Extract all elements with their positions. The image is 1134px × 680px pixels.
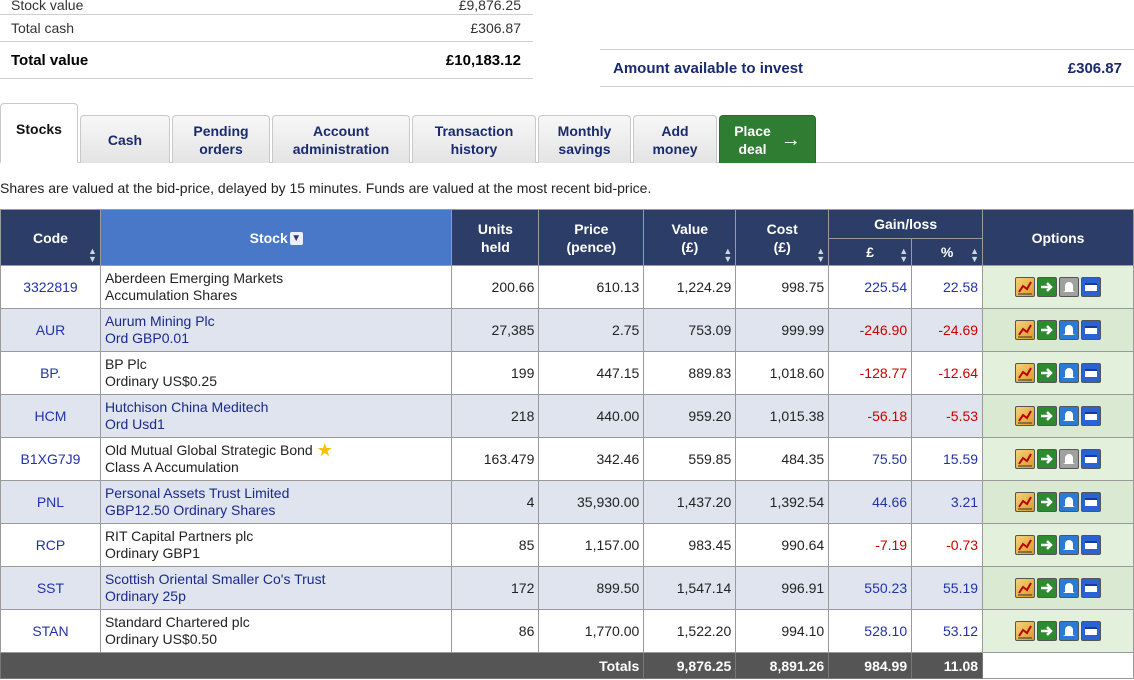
stock-name[interactable] [100,438,452,481]
stock-name-line1: Hutchison China Meditech [104,399,269,415]
gain-loss-pct: 53.12 [912,610,983,653]
valuation-note: Shares are valued at the bid-price, delayed by 15 minutes. Funds are valued at the most recent bid-price. [0,180,652,196]
row-options [983,395,1134,438]
stock-code[interactable]: RCP [1,524,101,567]
stock-name-line2: Ordinary US$0.25 [104,373,217,389]
table-row [1,438,1134,481]
tab-transaction-history[interactable]: Transaction history [412,115,536,163]
document-icon[interactable] [1081,621,1101,641]
units-held: 200.66 [452,266,539,309]
totals-cost: 8,891.26 [736,653,829,679]
tab-cash[interactable]: Cash [80,115,170,163]
stock-name-line1: Aberdeen Emerging Markets [104,270,284,286]
units-held: 27,385 [452,309,539,352]
gain-loss-pct: -12.64 [912,352,983,395]
table-row [1,481,1134,524]
gain-loss-gbp: 75.50 [829,438,912,481]
deal-arrow-icon[interactable] [1037,406,1057,426]
alert-bell-icon[interactable] [1059,535,1079,555]
value: 753.09 [644,309,736,352]
row-options [983,481,1134,524]
place-deal-label: Place deal [734,122,771,157]
stock-name-line1: Scottish Oriental Smaller Co's Trust [104,571,326,587]
value: 1,437.20 [644,481,736,524]
stock-name-line2: Accumulation Shares [104,287,238,303]
chart-icon[interactable] [1015,363,1035,383]
totals-row [1,653,1134,679]
cost: 990.64 [736,524,829,567]
document-icon[interactable] [1081,363,1101,383]
stock-name-line2: GBP12.50 Ordinary Shares [104,502,276,518]
document-icon[interactable] [1081,449,1101,469]
stock-name-line1: Standard Chartered plc [104,614,250,630]
col-options: Options [983,210,1134,266]
cost: 1,392.54 [736,481,829,524]
total-cash: £306.87 [470,20,521,36]
stock-value-label: Stock value [11,0,84,13]
total-cash-row [0,15,533,42]
col-price[interactable]: Price (pence) [539,210,644,266]
row-options [983,610,1134,653]
document-icon[interactable] [1081,406,1101,426]
chart-icon[interactable] [1015,277,1035,297]
stock-code[interactable]: AUR [1,309,101,352]
value: 889.83 [644,352,736,395]
col-value[interactable]: Value (£) ▲ ▼ [644,210,736,266]
gain-loss-pct: 3.21 [912,481,983,524]
sort-down-icon: ▼ [291,233,302,245]
stock-value: £9,876.25 [458,0,521,13]
row-options [983,438,1134,481]
chart-icon[interactable] [1015,320,1035,340]
cost: 994.10 [736,610,829,653]
units-held: 199 [452,352,539,395]
alert-bell-icon[interactable] [1059,320,1079,340]
document-icon[interactable] [1081,320,1101,340]
value: 1,224.29 [644,266,736,309]
price: 440.00 [539,395,644,438]
chart-icon[interactable] [1015,492,1035,512]
tab-account-administration[interactable]: Account administration [272,115,410,163]
cost: 999.99 [736,309,829,352]
chart-icon[interactable] [1015,578,1035,598]
units-held: 4 [452,481,539,524]
table-row [1,309,1134,352]
stock-code[interactable]: PNL [1,481,101,524]
table-row [1,524,1134,567]
gain-loss-gbp: -56.18 [829,395,912,438]
tab-add-money[interactable]: Add money [633,115,717,163]
stock-code[interactable]: STAN [1,610,101,653]
total-value-row [0,42,533,79]
gain-loss-gbp: 44.66 [829,481,912,524]
stock-name-line1: Aurum Mining Plc [104,313,215,329]
holdings-table [0,209,1134,679]
tab-place-deal[interactable] [719,115,816,163]
document-icon[interactable] [1081,277,1101,297]
stock-name-line2: Ord GBP0.01 [104,330,189,346]
stock-code[interactable]: HCM [1,395,101,438]
stock-name[interactable] [100,481,452,524]
alert-bell-icon[interactable] [1059,449,1079,469]
gain-loss-pct: 22.58 [912,266,983,309]
units-held: 85 [452,524,539,567]
stock-name-line1: Old Mutual Global Strategic Bond [104,442,313,458]
col-stock[interactable]: Stock ▼ [100,210,452,266]
total-value-label: Total value [11,51,89,69]
table-row [1,567,1134,610]
tab-pending-orders[interactable]: Pending orders [172,115,270,163]
col-units[interactable]: Units held [452,210,539,266]
stock-name[interactable] [100,352,452,395]
alert-bell-icon[interactable] [1059,277,1079,297]
stock-code[interactable]: BP. [1,352,101,395]
col-cost[interactable]: Cost (£) ▲ ▼ [736,210,829,266]
stock-name-line2: Class A Accumulation [104,459,239,475]
account-summary [0,0,533,79]
stock-name-line1: Personal Assets Trust Limited [104,485,290,501]
stock-name-line1: BP Plc [104,356,147,372]
totals-gainloss-pct: 11.08 [912,653,983,679]
totals-label: Totals [1,653,644,679]
document-icon[interactable] [1081,535,1101,555]
stock-code[interactable]: B1XG7J9 [1,438,101,481]
stock-name[interactable] [100,266,452,309]
deal-arrow-icon[interactable] [1037,320,1057,340]
stock-name-line2: Ordinary GBP1 [104,545,200,561]
stock-code[interactable]: SST [1,567,101,610]
tab-stocks[interactable]: Stocks [0,103,78,163]
table-row [1,395,1134,438]
price: 447.15 [539,352,644,395]
cost: 1,018.60 [736,352,829,395]
deal-arrow-icon[interactable] [1037,621,1057,641]
value: 959.20 [644,395,736,438]
total-value: £10,183.12 [445,51,521,69]
cost: 484.35 [736,438,829,481]
units-held: 172 [452,567,539,610]
price: 342.46 [539,438,644,481]
units-held: 218 [452,395,539,438]
stock-name[interactable] [100,524,452,567]
gain-loss-gbp: 528.10 [829,610,912,653]
stock-name-line2: Ord Usd1 [104,416,165,432]
value: 1,547.14 [644,567,736,610]
stock-name[interactable] [100,567,452,610]
stock-name-line2: Ordinary US$0.50 [104,631,217,647]
cost: 1,015.38 [736,395,829,438]
amount-available: £306.87 [1067,59,1122,77]
units-held: 163.479 [452,438,539,481]
row-options [983,309,1134,352]
document-icon[interactable] [1081,492,1101,512]
col-code[interactable]: Code ▲ ▼ [1,210,101,266]
chart-icon[interactable] [1015,449,1035,469]
table-row [1,610,1134,653]
value: 983.45 [644,524,736,567]
chart-icon[interactable] [1015,535,1035,555]
deal-arrow-icon[interactable] [1037,535,1057,555]
chart-icon[interactable] [1015,621,1035,641]
chart-icon[interactable] [1015,406,1035,426]
totals-value: 9,876.25 [644,653,736,679]
row-options [983,567,1134,610]
col-gainloss-pct[interactable]: % ▲ ▼ [912,239,983,266]
alert-bell-icon[interactable] [1059,492,1079,512]
gain-loss-pct: -24.69 [912,309,983,352]
arrow-right-icon: → [780,128,801,151]
table-row [1,352,1134,395]
col-gainloss: Gain/loss [829,210,983,239]
amount-available-label: Amount available to invest [613,59,804,77]
gain-loss-gbp: 225.54 [829,266,912,309]
stock-name-line1: RIT Capital Partners plc [104,528,254,544]
stock-name[interactable] [100,395,452,438]
table-row [1,266,1134,309]
tab-monthly-savings[interactable]: Monthly savings [538,115,631,163]
gain-loss-gbp: -7.19 [829,524,912,567]
alert-bell-icon[interactable] [1059,578,1079,598]
amount-available-row [600,49,1134,87]
totals-gainloss: 984.99 [829,653,912,679]
stock-name[interactable] [100,309,452,352]
total-cash-label: Total cash [11,20,75,36]
gain-loss-pct: 55.19 [912,567,983,610]
document-icon[interactable] [1081,578,1101,598]
price: 899.50 [539,567,644,610]
gain-loss-gbp: -246.90 [829,309,912,352]
deal-arrow-icon[interactable] [1037,578,1057,598]
gain-loss-pct: 15.59 [912,438,983,481]
cost: 998.75 [736,266,829,309]
gain-loss-pct: -5.53 [912,395,983,438]
star-icon: ★ [316,440,333,460]
stock-name[interactable] [100,610,452,653]
price: 1,157.00 [539,524,644,567]
gain-loss-gbp: -128.77 [829,352,912,395]
row-options [983,266,1134,309]
deal-arrow-icon[interactable] [1037,277,1057,297]
units-held: 86 [452,610,539,653]
value: 559.85 [644,438,736,481]
price: 35,930.00 [539,481,644,524]
account-tabs [0,103,1134,163]
stock-value-row [0,0,533,15]
deal-arrow-icon[interactable] [1037,449,1057,469]
alert-bell-icon[interactable] [1059,406,1079,426]
deal-arrow-icon[interactable] [1037,492,1057,512]
price: 1,770.00 [539,610,644,653]
price: 2.75 [539,309,644,352]
alert-bell-icon[interactable] [1059,621,1079,641]
gain-loss-pct: -0.73 [912,524,983,567]
alert-bell-icon[interactable] [1059,363,1079,383]
cost: 996.91 [736,567,829,610]
price: 610.13 [539,266,644,309]
col-gainloss-gbp[interactable]: £ ▲ ▼ [829,239,912,266]
row-options [983,524,1134,567]
stock-code[interactable]: 3322819 [1,266,101,309]
value: 1,522.20 [644,610,736,653]
row-options [983,352,1134,395]
gain-loss-gbp: 550.23 [829,567,912,610]
deal-arrow-icon[interactable] [1037,363,1057,383]
stock-name-line2: Ordinary 25p [104,588,186,604]
